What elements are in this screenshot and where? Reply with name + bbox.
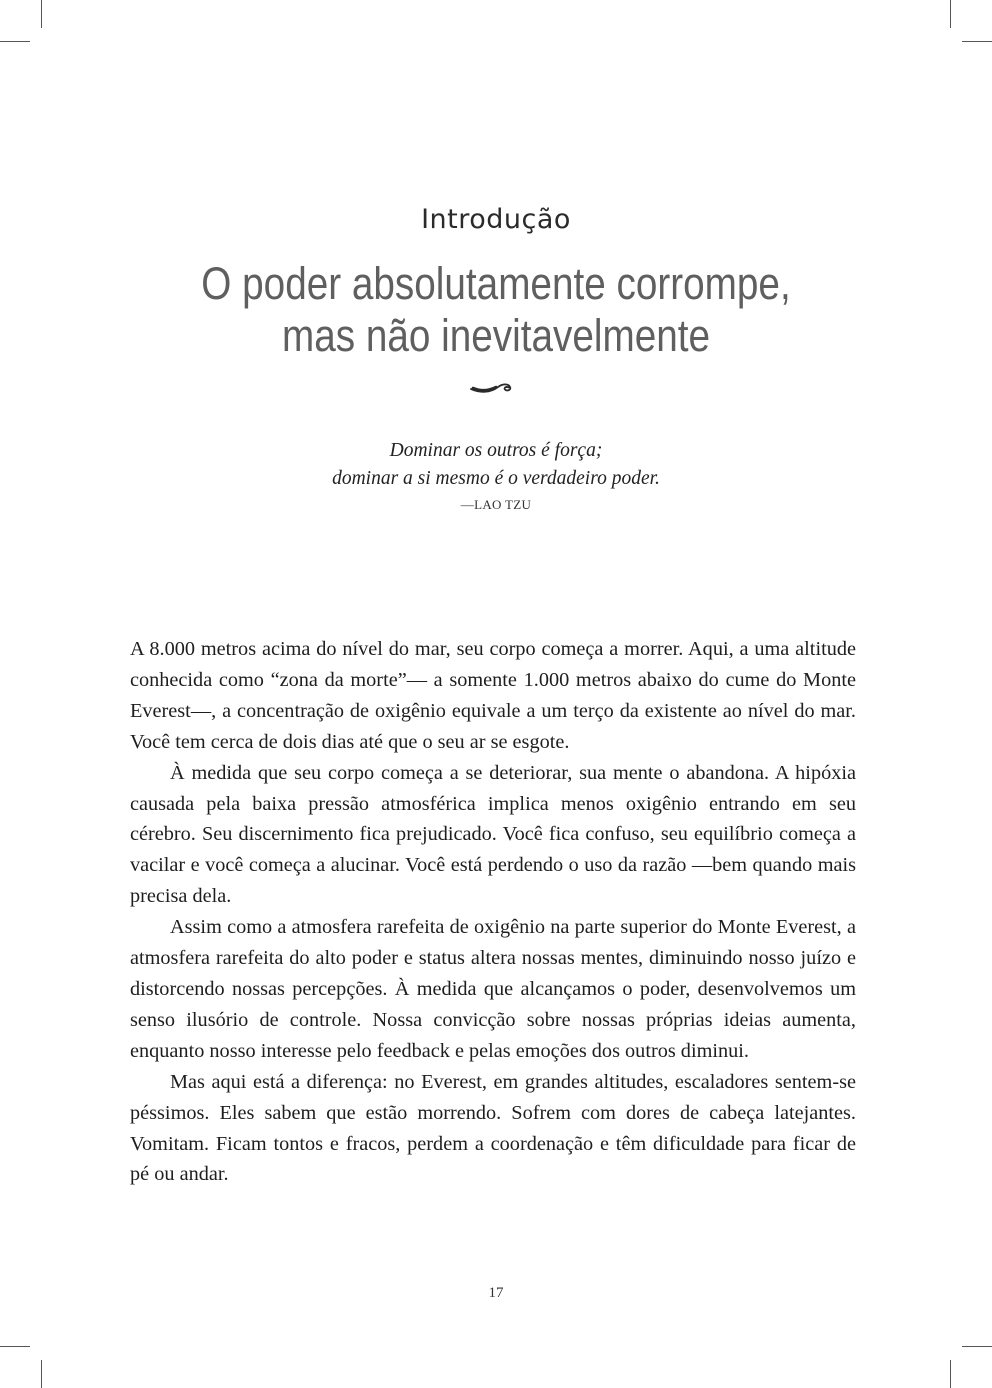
crop-mark-bottom-right-horizontal bbox=[962, 1346, 992, 1347]
chapter-label: Introdução bbox=[421, 204, 571, 235]
epigraph-line-2: dominar a si mesmo é o verdadeiro poder. bbox=[332, 468, 660, 489]
body-text bbox=[130, 634, 856, 1190]
crop-mark-top-left-vertical bbox=[41, 0, 42, 28]
epigraph-line-1: Dominar os outros é força; bbox=[389, 440, 603, 461]
paragraph: À medida que seu corpo começa a se deteriorar, sua mente o abandona. A hipóxia causada pela baixa pressão atmosférica implica menos oxigênio entrando em seu cérebro. Seu discernimento fica prejudicado. Você fica confuso, seu equilíbrio começa a vacilar e você começa a alucinar. Você está perdendo o uso da razão —bem quando mais precisa dela. bbox=[130, 761, 856, 908]
crop-mark-bottom-left-horizontal bbox=[0, 1346, 30, 1347]
paragraph: Mas aqui está a diferença: no Everest, em grandes altitudes, escaladores sentem-se péssimos. Eles sabem que estão morrendo. Sofrem com dores de cabeça latejantes. Vomitam. Ficam tontos e fracos, perdem a coordenação e têm dificuldade para ficar de pé ou andar. bbox=[130, 1070, 856, 1186]
crop-mark-top-right-vertical bbox=[950, 0, 951, 28]
page-number: 17 bbox=[488, 1285, 504, 1301]
chapter-title-line-1: O poder absolutamente corrompe, bbox=[201, 258, 791, 309]
epigraph-author: —LAO TZU bbox=[460, 497, 532, 512]
paragraph: A 8.000 metros acima do nível do mar, seu corpo começa a morrer. Aqui, a uma altitude conhecida como “zona da morte”— a somente 1.000 metros abaixo do cume do Monte Everest—, a concentração de oxigênio equivale a um terço da existente ao nível do mar. Você tem cerca de dois dias até que o seu ar se esgote. bbox=[130, 638, 856, 753]
chapter-title bbox=[69, 258, 922, 362]
crop-mark-bottom-right-vertical bbox=[950, 1360, 951, 1388]
crop-mark-top-right-horizontal bbox=[962, 41, 992, 42]
paragraph: Assim como a atmosfera rarefeita de oxigênio na parte superior do Monte Everest, a atmosfera rarefeita do alto poder e status altera nossas mentes, diminuindo nosso juízo e distorcendo nossas percepções. À medida que alcançamos o poder, desenvolvemos um senso ilusório de controle. Nossa convicção sobre nossas próprias ideias aumenta, enquanto nosso interesse pelo feedback e pelas emoções dos outros diminui. bbox=[130, 916, 856, 1062]
chapter-title-line-2: mas não inevitavelmente bbox=[281, 310, 711, 361]
epigraph bbox=[0, 437, 992, 493]
swash-ornament-icon bbox=[470, 378, 518, 398]
crop-mark-top-left-horizontal bbox=[0, 41, 30, 42]
crop-mark-bottom-left-vertical bbox=[41, 1360, 42, 1388]
